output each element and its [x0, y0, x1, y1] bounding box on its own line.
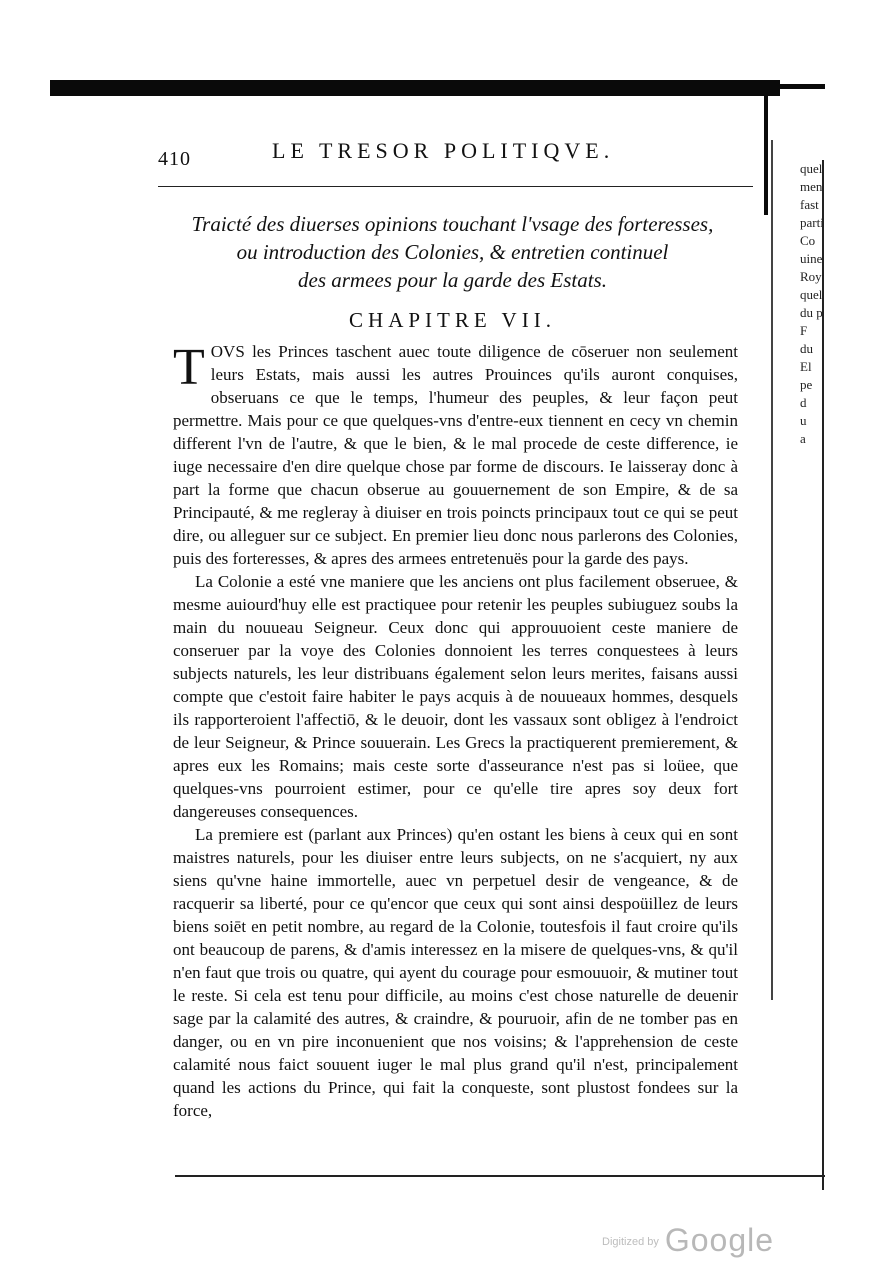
- margin-fragment: Roy: [800, 269, 822, 284]
- header-rule: [158, 186, 753, 187]
- google-logo-text: Google: [664, 1222, 775, 1258]
- margin-fragment: uine: [800, 251, 823, 266]
- scan-top-black-band-thin: [780, 84, 825, 89]
- chapter-title: [160, 210, 745, 294]
- paragraph: La premiere est (parlant aux Princes) qu'en ostant les biens à ceux qui en sont maistres naturels, pour les diuiser entre leurs subjects, on ne s'acquiert, ny aux siens qu'vne haine immortelle, auec vn perpetuel desir de vengeance, & de racquerir sa liberté, pour ce qu'encor que ceux qui sont ainsi despoüillez de leurs biens soiēt en petit nombre, au regard de la Colonie, toutesfois il faut croire qu'ils ont beaucoup de parens, & d'amis interessez en la misere de quelques-vns, & qu'il n'en faut que trois ou quatre, qui ayent du courage pour esmouuoir, & mutiner tout le reste. Si cela est tenu pour difficile, au moins c'est chose naturelle de deuenir sage par la calamité des autres, & craindre, & pouruoir, afin de ne tomber pas en danger, ou en vn pire inconuenient que nos voisins; & l'apprehension de ceste calamité nous faict souuent iuger le mal plus grand qu'il n'est, principalement quand les actions du Prince, qui fait la conqueste, sont plustost fondees sur la force,: [173, 825, 738, 1120]
- paragraph: La Colonie a esté vne maniere que les anciens ont plus facilement obseruee, & mesme auiourd'huy elle est practiquee pour retenir les peuples subiuguez soubs la main du nouueau Seigneur. Ceux donc qui approuuoient ceste maniere de conseruer par la voye des Colonies donnoient les terres conquestees à leurs subjects naturels, les leur distribuans également selon leurs merites, faisans aussi compte que c'estoit faire habiter le pays acquis à de nouueaux hommes, desquels ils rapporteroient l'affectiō, & le deuoir, dont les vassaux sont obligez à l'endroict de leur Seigneur, & Prince souuerain. Les Grecs la practiquerent premierement, & apres eux les Romains; mais ceste sorte d'asseurance n'est pas si loüee, que quelques-vns pourroient estimer, pour ce qu'elle tire apres soy deux fort dangereuses consequences.: [173, 572, 738, 821]
- scan-gutter-line: [764, 95, 768, 215]
- margin-fragment: El: [800, 359, 812, 374]
- margin-fragment: quel: [800, 287, 823, 302]
- scan-top-black-band: [50, 80, 780, 96]
- margin-fragment: u: [800, 413, 807, 428]
- paragraph-text: OVS les Princes taschent auec toute diligence de cōseruer non seulement leurs Estats, mais aussi les autres Prouinces qu'ils auront conquises, obseruans ce que le temps, l'humeur des peuples, & leur façon peut permettre. Mais pour ce que quelques-vns d'entre-eux tiennent en cecy vn chemin different l'vn de l'autre, & que le bien, & le mal procede de ceste difference, ie iuge necessaire d'en dire quelque chose par forme de discours. Ie laisseray donc à part la forme que chacun obserue au gouuernement de son Empire, & de sa Principauté, & me regleray à diuiser en trois poincts principaux tout ce qui se peut dire, ou alleguer sur ce subject. En premier lieu donc nous parlerons des Colonies, puis des forteresses, & apres des armees entretenuës pour la garde des pays.: [173, 342, 738, 568]
- paragraph: [173, 340, 738, 570]
- digitized-by-google-watermark: [602, 1222, 774, 1259]
- chapter-heading: CHAPITRE VII.: [349, 308, 556, 332]
- digitized-by-text: Digitized by: [602, 1236, 659, 1248]
- margin-fragment: a: [800, 431, 806, 446]
- margin-fragment: du p: [800, 305, 823, 320]
- title-line: des armees pour la garde des Estats.: [298, 268, 607, 292]
- margin-fragment: parti: [800, 215, 824, 230]
- facing-page-margin-fragments: [800, 160, 830, 448]
- margin-fragment: F: [800, 323, 808, 338]
- margin-fragment: d: [800, 395, 807, 410]
- scan-gutter-line: [771, 140, 773, 1000]
- body-text: [173, 340, 738, 1122]
- scan-bottom-edge: [175, 1175, 825, 1177]
- page-number: 410: [158, 148, 191, 170]
- margin-fragment: pe: [800, 377, 813, 392]
- margin-fragment: fast: [800, 197, 819, 212]
- margin-fragment: men: [800, 179, 823, 194]
- title-line: Traicté des diuerses opinions touchant l'vsage des forteresses,: [191, 212, 714, 236]
- margin-fragment: quel: [800, 161, 823, 176]
- drop-cap: T: [173, 339, 205, 396]
- margin-fragment: du: [800, 341, 813, 356]
- title-line: ou introduction des Colonies, & entretien continuel: [236, 240, 669, 264]
- running-head: LE TRESOR POLITIQVE.: [272, 138, 615, 163]
- margin-fragment: Co: [800, 233, 816, 248]
